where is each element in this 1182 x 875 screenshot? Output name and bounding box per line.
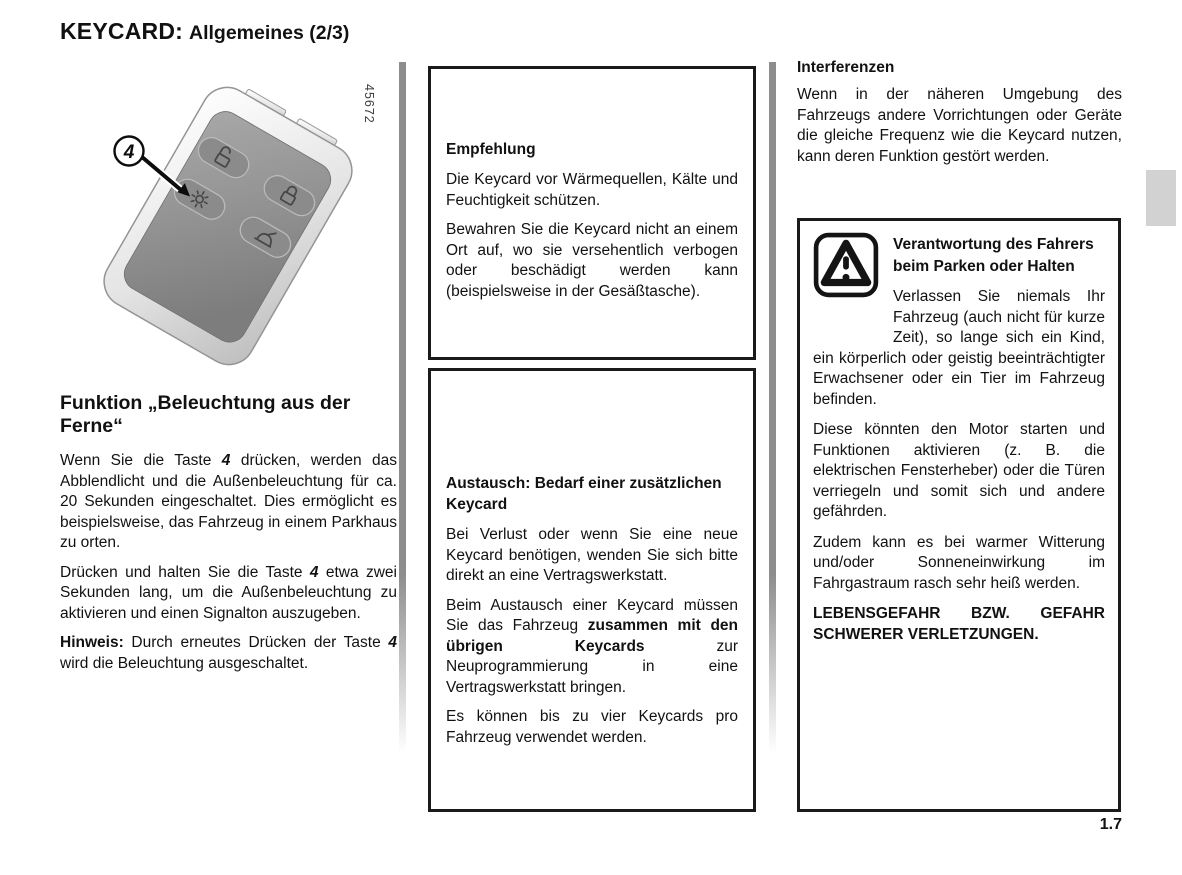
text-segment: drücken, werden das Abblendlicht und die Außenbeleuchtung für ca. 20 Sekunden eingeschaltet. Dies ermöglicht es beispielsweise, das Fahrzeug in einem Parkhaus zu orten.: [60, 452, 397, 551]
replacement-paragraph-3: Es können bis zu vier Keycards pro Fahrzeug verwendet werden.: [446, 708, 738, 746]
figure-number: 45672: [362, 84, 376, 124]
page-number: 1.7: [1099, 816, 1122, 833]
emphasis-segment: zusammen mit den übrigen Keycards: [446, 617, 738, 655]
page-title: [60, 18, 349, 45]
remote-lighting-paragraph-1: [60, 451, 397, 554]
recommendation-box: [428, 66, 756, 360]
column-separator: [769, 62, 776, 774]
column-separator: [399, 62, 406, 774]
warning-paragraph-2: Diese könnten den Motor starten und Funktionen aktivieren (z. B. die elektrischen Fensterheber) oder die Türen verriegeln und somit sich und andere gefährden.: [813, 421, 1105, 520]
section-thumb-tab: [1146, 170, 1176, 226]
keycard-figure: [66, 70, 382, 388]
page-title-main: KEYCARD:: [60, 18, 183, 44]
keycard-body: [95, 73, 365, 374]
note-label: Hinweis:: [60, 634, 124, 651]
keycard-illustration: [66, 70, 382, 388]
replacement-paragraph-2: [446, 596, 738, 699]
section-interference: [797, 57, 1122, 176]
warning-paragraph-1: Verlassen Sie niemals Ihr Fahrzeug (auch nicht für kurze Zeit), so lange sich ein Kind, ein körperlich oder geistig beeinträchtigter Erwachsener oder ein Tier im Fahrzeug befinden.: [813, 288, 1105, 408]
remote-lighting-note: [60, 633, 397, 674]
warning-triangle-icon: [813, 232, 879, 298]
button-ref: 4: [388, 634, 397, 651]
remote-lighting-heading: Funktion „Beleuchtung aus der Ferne“: [60, 392, 351, 437]
button-ref: 4: [221, 452, 231, 469]
text-segment: Drücken und halten Sie die Taste: [60, 563, 310, 581]
replacement-paragraph-1: Bei Verlust oder wenn Sie eine neue Keycard benötigen, wenden Sie sich bitte direkt an eine Vertragswerkstatt.: [446, 526, 738, 584]
replacement-box: [428, 368, 756, 812]
warning-heading: Verantwortung des Fahrers beim Parken oder Halten: [893, 236, 1094, 275]
remote-lighting-paragraph-2: [60, 563, 397, 625]
warning-paragraph-3: Zudem kann es bei warmer Witterung und/oder Sonneneinwirkung im Fahrgastraum rasch sehr heiß werden.: [813, 533, 1105, 592]
recommendation-paragraph-2: Bewahren Sie die Keycard nicht an einem Ort auf, wo sie versehentlich verbogen oder beschädigt werden kann (beispielsweise in der Gesäßtasche).: [446, 221, 738, 300]
recommendation-heading: Empfehlung: [446, 141, 536, 158]
text-segment: Wenn Sie die Taste: [60, 452, 222, 469]
text-segment: zur Neuprogrammierung in eine Vertragswerkstatt bringen.: [446, 637, 738, 696]
warning-box: [797, 218, 1121, 812]
interference-heading: Interferenzen: [797, 59, 895, 76]
callout-4: [115, 137, 144, 166]
text-segment: Beim Austausch einer Keycard müssen Sie das Fahrzeug: [446, 596, 738, 634]
replacement-heading: Austausch: Bedarf einer zusätzlichen Keycard: [446, 475, 722, 513]
warning-danger-statement: LEBENSGEFAHR BZW. GEFAHR SCHWERER VERLETZUNGEN.: [813, 605, 1105, 643]
text-segment: wird die Beleuchtung ausgeschaltet.: [60, 654, 309, 672]
text-segment: etwa zwei Sekunden lang, um die Außenbeleuchtung zu aktivieren und einen Signalton auszugeben.: [60, 563, 397, 622]
text-segment: Durch erneutes Drücken der Taste: [123, 634, 389, 651]
section-remote-lighting: [60, 392, 397, 683]
recommendation-paragraph-1: Die Keycard vor Wärmequellen, Kälte und Feuchtigkeit schützen.: [446, 171, 738, 209]
button-ref: 4: [309, 563, 319, 581]
callout-label: 4: [123, 142, 135, 163]
warning-icon-container: [813, 232, 893, 346]
page-title-sub: Allgemeines (2/3): [189, 22, 350, 44]
interference-paragraph: Wenn in der näheren Umgebung des Fahrzeugs andere Vorrichtungen oder Geräte die gleiche Frequenz wie die Keycard nutzen, kann deren Funktion gestört werden.: [797, 86, 1122, 165]
